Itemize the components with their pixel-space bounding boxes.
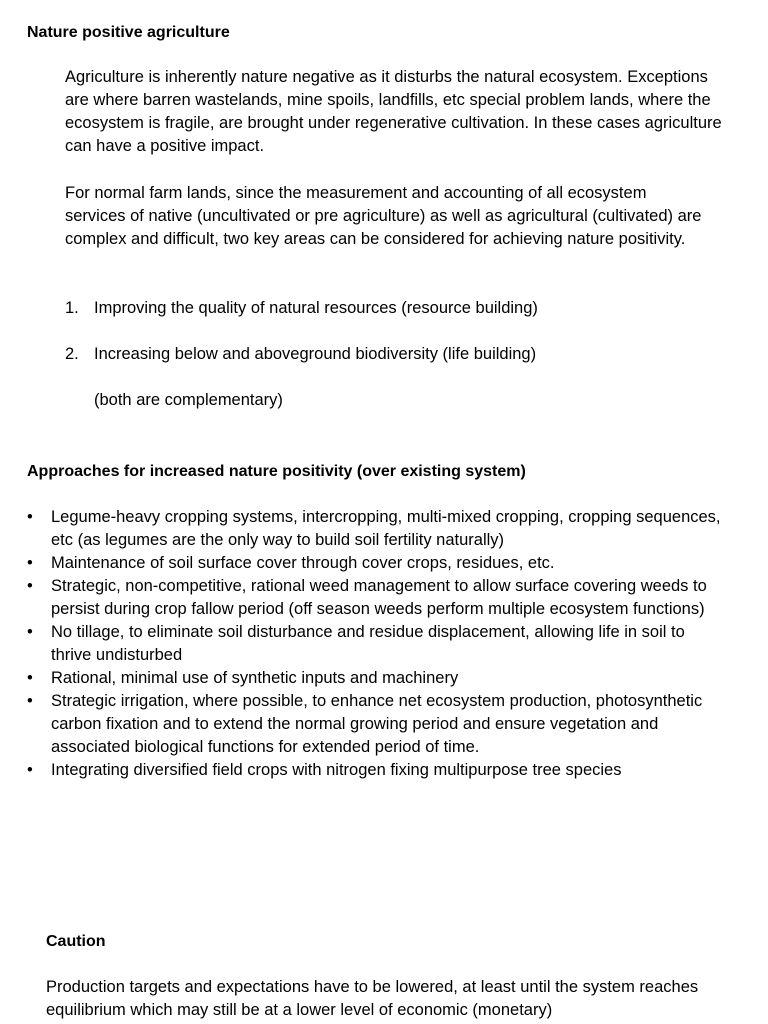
bullet-item	[27, 759, 727, 782]
list-item-text: Improving the quality of natural resources (resource building)	[94, 299, 538, 317]
bullet-item	[27, 690, 727, 759]
bullet-text: Strategic irrigation, where possible, to enhance net ecosystem production, photosynthetic carbon fixation and to extend the normal growing period and ensure vegetation and associated biological functions for extended period of time.	[51, 692, 703, 756]
bullet-text: Legume-heavy cropping systems, intercropping, multi-mixed cropping, cropping sequences, etc (as legumes are the only way to build soil fertility naturally)	[51, 508, 721, 549]
approaches-bullet-list	[27, 506, 727, 782]
caution-heading: Caution	[46, 933, 106, 950]
bullet-item	[27, 552, 727, 575]
bullet-icon: •	[27, 577, 33, 595]
list-number: 2.	[65, 345, 79, 363]
section-heading-approaches: Approaches for increased nature positivity (over existing system)	[27, 463, 526, 480]
bullet-icon: •	[27, 692, 33, 710]
list-number: 1.	[65, 299, 79, 317]
bullet-item	[27, 575, 727, 621]
bullet-text: Strategic, non-competitive, rational weed management to allow surface covering weeds to persist during crop fallow period (off season weeds perform multiple ecosystem functions)	[51, 577, 707, 618]
bullet-item	[27, 667, 727, 690]
bullet-text: Rational, minimal use of synthetic inputs and machinery	[51, 669, 459, 687]
bullet-item	[27, 621, 727, 667]
bullet-icon: •	[27, 554, 33, 572]
bullet-item	[27, 506, 727, 552]
list-item-text: Increasing below and aboveground biodiversity (life building)	[94, 345, 537, 363]
intro-paragraph: Agriculture is inherently nature negative as it disturbs the natural ecosystem. Exceptions are where barren wastelands, mine spoils, landfills, etc special problem lands, where the ecosystem is fragile, are brought under regenerative cultivation. In these cases agriculture can have a positive impact.	[65, 68, 722, 155]
bullet-icon: •	[27, 669, 33, 687]
complementary-note: (both are complementary)	[94, 391, 283, 409]
farm-lands-paragraph: For normal farm lands, since the measurement and accounting of all ecosystem services of native (uncultivated or pre agriculture) as well as agricultural (cultivated) are complex and difficult, two key areas can be considered for achieving nature positivity.	[65, 184, 702, 248]
bullet-icon: •	[27, 623, 33, 641]
list-item	[65, 343, 725, 366]
bullet-icon: •	[27, 761, 33, 779]
caution-paragraph: Production targets and expectations have to be lowered, at least until the system reaches equilibrium which may still be at a lower level of economic (monetary)	[46, 978, 699, 1019]
bullet-text: No tillage, to eliminate soil disturbance and residue displacement, allowing life in soil to thrive undisturbed	[51, 623, 685, 664]
bullet-icon: •	[27, 508, 33, 526]
bullet-text: Integrating diversified field crops with nitrogen fixing multipurpose tree species	[51, 761, 622, 779]
list-item	[65, 297, 725, 320]
section-heading-nature-positive: Nature positive agriculture	[27, 24, 230, 41]
bullet-text: Maintenance of soil surface cover through cover crops, residues, etc.	[51, 554, 555, 572]
